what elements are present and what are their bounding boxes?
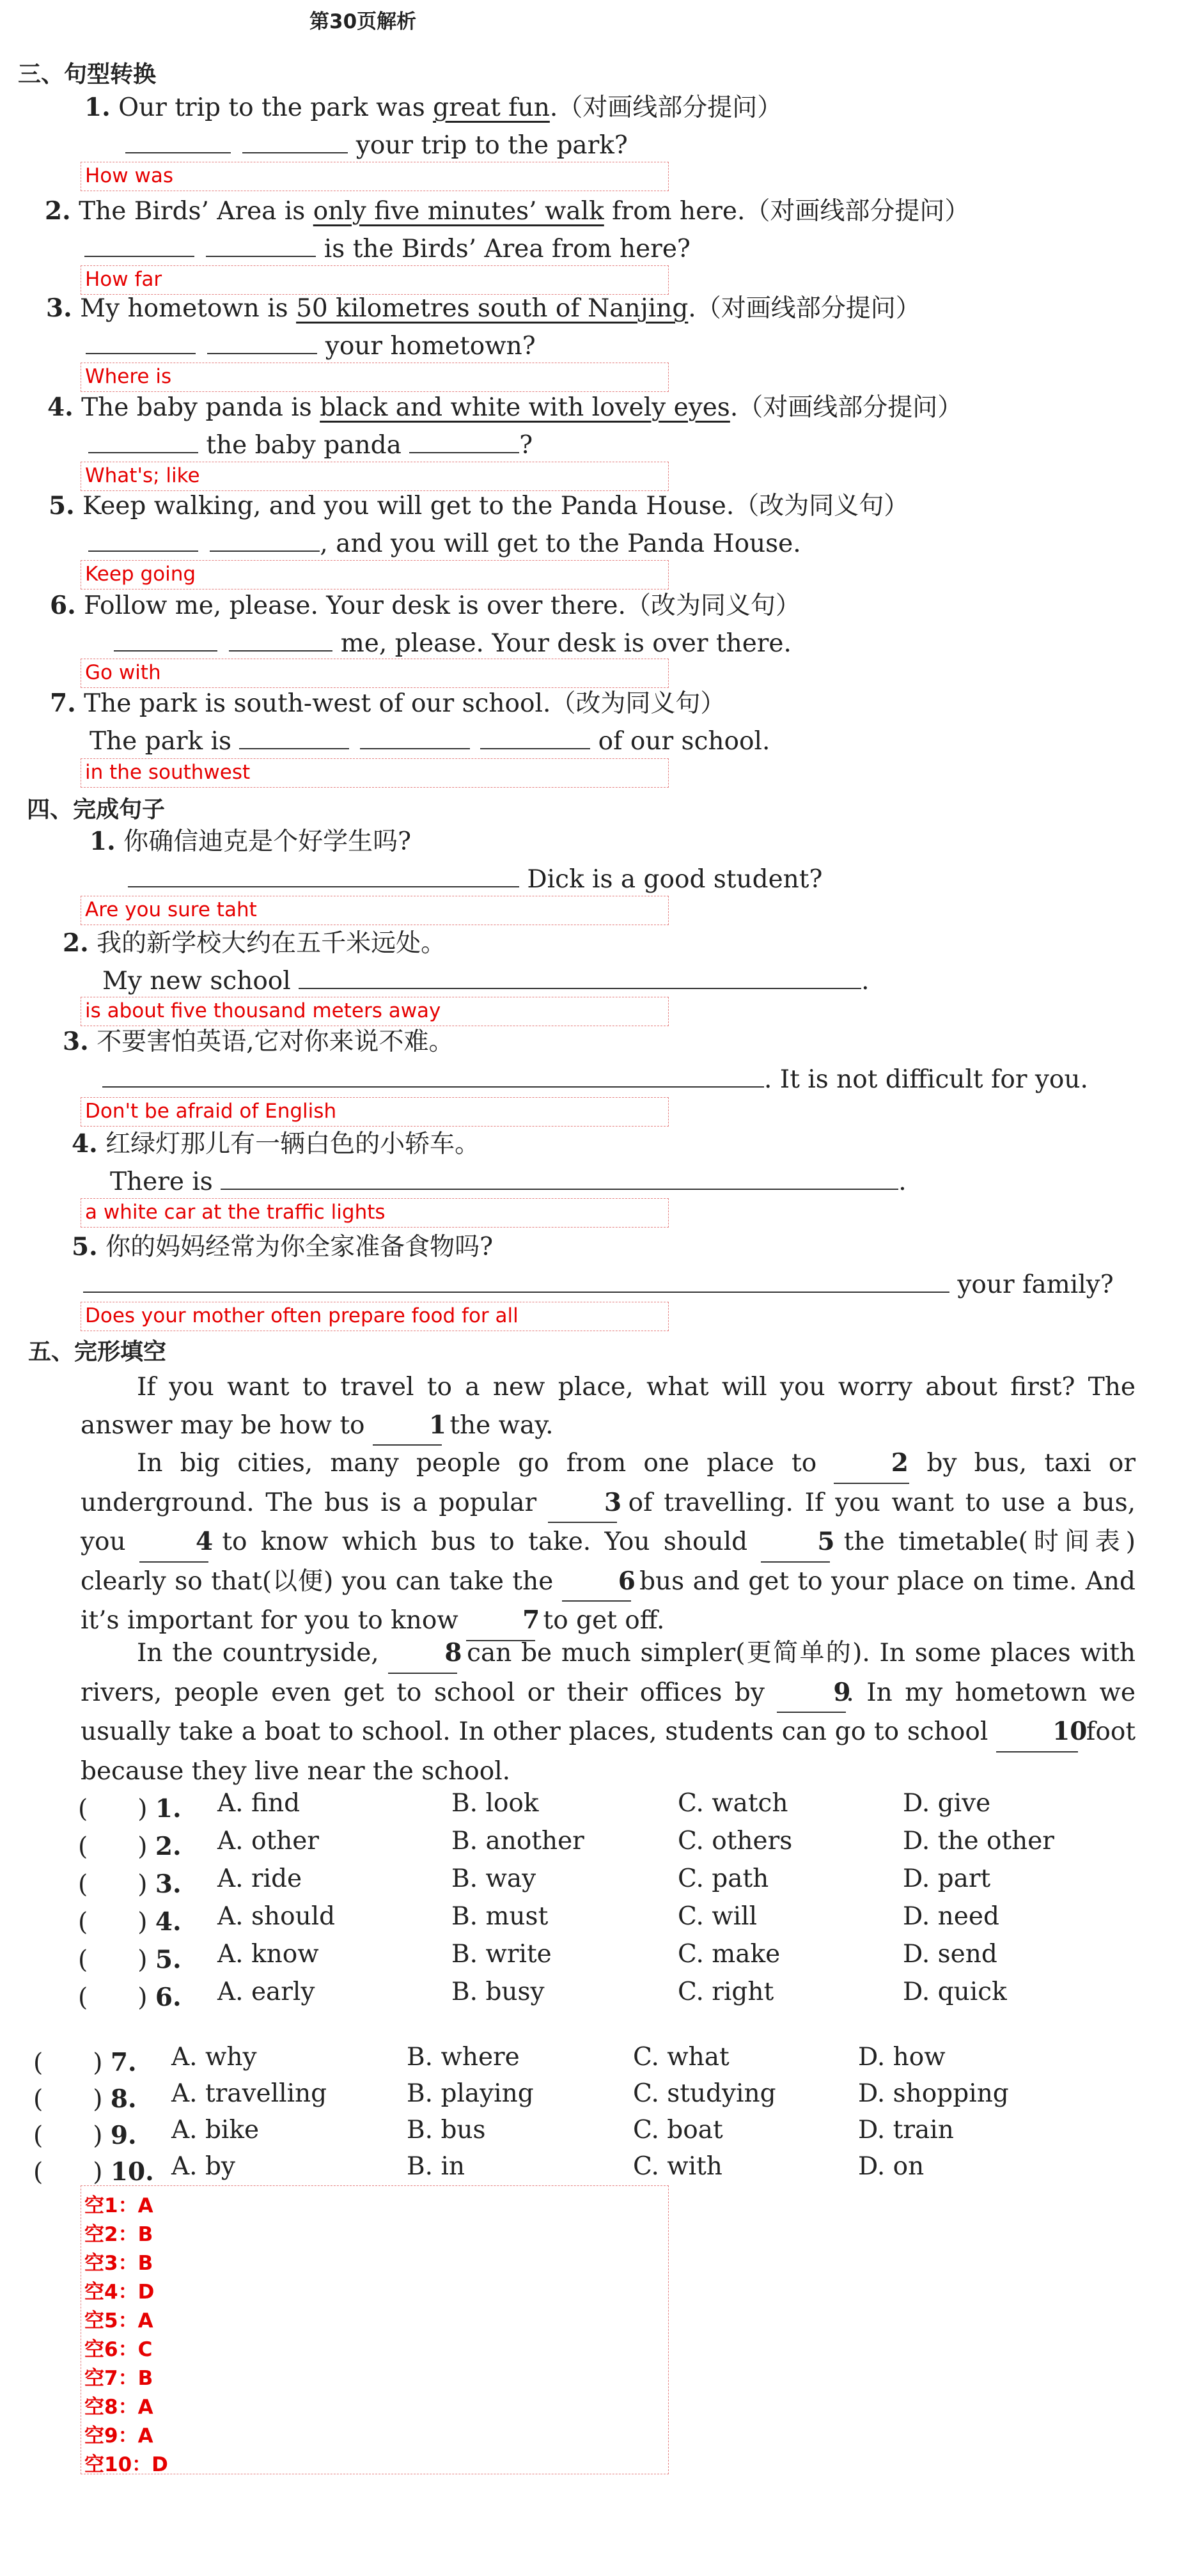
option-2-c: C. others	[678, 1827, 793, 1855]
cloze-paragraph-3: In the countryside, 8 can be much simpler(更简单的). In some places with rivers, people even get to school or their offices by 9. In my hometown we usually take a boat to school. In other places, students can go to school 10 foot because they live near the school.	[81, 1634, 1136, 1790]
blank	[299, 966, 861, 989]
cloze-answer-2: 空2：B	[84, 2223, 153, 2246]
blank	[242, 130, 348, 153]
option-9-a: A. bike	[171, 2116, 260, 2144]
option-5-d: D. send	[903, 1940, 997, 1969]
section3-title: 三、句型转换	[18, 61, 157, 88]
option-row-8: ( ) 8.	[33, 2084, 137, 2114]
answer-box: How was	[81, 162, 669, 191]
option-3-b: B. way	[451, 1864, 536, 1893]
option-7-c: C. what	[633, 2043, 730, 2072]
blank	[88, 529, 198, 552]
option-row-4: ( ) 4.	[78, 1907, 182, 1937]
section5-title: 五、完形填空	[28, 1339, 167, 1365]
answer-box: What's; like	[81, 462, 669, 491]
option-8-c: C. studying	[633, 2079, 776, 2108]
answer-box: Go with	[81, 659, 669, 688]
option-4-d: D. need	[903, 1902, 999, 1931]
s3-q6-line1: 6. Follow me, please. Your desk is over there.（改为同义句）	[50, 591, 800, 620]
s4-q3-cn: 3. 不要害怕英语,它对你来说不难。	[63, 1027, 454, 1056]
option-10-a: A. by	[171, 2152, 235, 2181]
option-9-c: C. boat	[633, 2116, 723, 2144]
s3-q4-line1: 4. The baby panda is black and white with lovely eyes.（对画线部分提问）	[47, 393, 963, 422]
option-1-d: D. give	[903, 1789, 991, 1818]
blank	[206, 234, 316, 257]
option-row-10: ( ) 10.	[33, 2157, 154, 2187]
s3-q1-line2: your trip to the park?	[125, 130, 628, 162]
s3-q7-line1: 7. The park is south-west of our school.（改为同义句）	[50, 689, 726, 718]
blank	[239, 726, 349, 749]
answer-box: How far	[81, 265, 669, 295]
s3-q7-line2: The park is of our school.	[90, 727, 770, 756]
answer-box: is about five thousand meters away	[81, 997, 669, 1026]
s4-q1-cn: 1. 你确信迪克是个好学生吗?	[90, 827, 412, 856]
option-6-b: B. busy	[451, 1978, 545, 2006]
option-8-d: D. shopping	[858, 2079, 1009, 2108]
blank	[207, 331, 317, 354]
option-5-b: B. write	[451, 1940, 552, 1969]
cloze-blank-8: 8	[388, 1634, 457, 1674]
s3-q5-line2: , and you will get to the Panda House.	[88, 528, 801, 560]
option-9-d: D. train	[858, 2116, 954, 2144]
s3-q3-line1: 3. My hometown is 50 kilometres south of Nanjing.（对画线部分提问）	[46, 293, 921, 323]
cloze-paragraph-1: If you want to travel to a new place, what will you worry about first? The answer may be how to 1 the way.	[81, 1368, 1136, 1446]
cloze-answer-9: 空9：A	[84, 2424, 153, 2447]
blank	[221, 1167, 898, 1190]
option-10-b: B. in	[407, 2152, 465, 2181]
blank	[125, 130, 231, 153]
s4-q4-line2: There is .	[110, 1167, 907, 1196]
option-5-c: C. make	[678, 1940, 781, 1969]
answer-box: Don't be afraid of English	[81, 1097, 669, 1127]
option-6-c: C. right	[678, 1978, 774, 2006]
option-3-c: C. path	[678, 1864, 769, 1893]
s4-q5-line2: your family?	[83, 1269, 1114, 1301]
cloze-answer-7: 空7：B	[84, 2367, 153, 2390]
option-5-a: A. know	[217, 1940, 319, 1969]
blank	[409, 430, 519, 453]
option-row-1: ( ) 1.	[78, 1794, 182, 1823]
cloze-blank-3: 3	[548, 1484, 617, 1524]
option-4-a: A. should	[217, 1902, 336, 1931]
s3-q3-line2: your hometown?	[86, 331, 536, 363]
option-10-c: C. with	[633, 2152, 722, 2181]
cloze-answer-8: 空8：A	[84, 2396, 153, 2419]
option-row-9: ( ) 9.	[33, 2121, 137, 2150]
option-row-5: ( ) 5.	[78, 1945, 182, 1974]
option-4-b: B. must	[451, 1902, 549, 1931]
answer-box: Where is	[81, 363, 669, 392]
blank	[210, 529, 320, 552]
cloze-blank-5: 5	[761, 1523, 830, 1563]
answer-box: Keep going	[81, 560, 669, 589]
blank	[83, 1270, 949, 1293]
option-7-d: D. how	[858, 2043, 946, 2072]
blank	[229, 628, 332, 652]
option-1-a: A. find	[217, 1789, 301, 1818]
blank	[86, 331, 196, 354]
option-10-d: D. on	[858, 2152, 925, 2181]
cloze-answer-3: 空3：B	[84, 2252, 153, 2275]
cloze-answer-box	[81, 2185, 669, 2474]
s3-q5-line1: 5. Keep walking, and you will get to the Panda House.（改为同义句）	[49, 491, 909, 520]
cloze-blank-6: 6	[562, 1563, 631, 1602]
blank	[88, 430, 198, 453]
blank	[360, 726, 470, 749]
answer-box: Are you sure taht	[81, 896, 669, 925]
cloze-blank-2: 2	[834, 1444, 909, 1484]
option-1-c: C. watch	[678, 1789, 788, 1818]
s4-q4-cn: 4. 红绿灯那儿有一辆白色的小轿车。	[72, 1129, 480, 1159]
cloze-blank-10: 10	[996, 1713, 1078, 1752]
option-2-b: B. another	[451, 1827, 584, 1855]
option-9-b: B. bus	[407, 2116, 486, 2144]
cloze-answer-10: 空10：D	[84, 2453, 168, 2476]
blank	[84, 234, 194, 257]
cloze-blank-4: 4	[139, 1523, 208, 1563]
cloze-blank-9: 9	[777, 1674, 846, 1713]
option-2-a: A. other	[217, 1827, 319, 1855]
blank	[102, 1065, 764, 1088]
cloze-answer-6: 空6：C	[84, 2338, 153, 2361]
cloze-blank-7: 7	[466, 1602, 535, 1641]
blank	[128, 864, 519, 887]
s3-q4-line2: the baby panda ?	[88, 430, 533, 462]
option-row-6: ( ) 6.	[78, 1983, 182, 2012]
option-8-a: A. travelling	[171, 2079, 327, 2108]
option-3-a: A. ride	[217, 1864, 302, 1893]
s4-q1-line2: Dick is a good student?	[128, 864, 822, 896]
option-1-b: B. look	[451, 1789, 539, 1818]
s4-q5-cn: 5. 你的妈妈经常为你全家准备食物吗?	[72, 1232, 494, 1261]
answer-box: in the southwest	[81, 758, 669, 788]
blank	[480, 726, 590, 749]
option-row-7: ( ) 7.	[33, 2048, 137, 2077]
option-2-d: D. the other	[903, 1827, 1054, 1855]
option-3-d: D. part	[903, 1864, 991, 1893]
s3-q1-line1: 1. Our trip to the park was great fun.（对画线部分提问）	[84, 93, 783, 122]
option-row-3: ( ) 3.	[78, 1870, 182, 1899]
option-6-d: D. quick	[903, 1978, 1007, 2006]
option-6-a: A. early	[217, 1978, 315, 2006]
blank	[114, 628, 217, 652]
cloze-answer-1: 空1：A	[84, 2194, 153, 2217]
answer-box: a white car at the traffic lights	[81, 1198, 669, 1228]
cloze-answer-5: 空5：A	[84, 2309, 153, 2332]
option-4-c: C. will	[678, 1902, 758, 1931]
s3-q6-line2: me, please. Your desk is over there.	[114, 628, 792, 660]
option-8-b: B. playing	[407, 2079, 534, 2108]
cloze-answer-4: 空4：D	[84, 2281, 155, 2304]
page-title: 第30页解析	[309, 10, 417, 33]
s4-q2-line2: My new school .	[102, 967, 870, 995]
s3-q2-line2: is the Birds’ Area from here?	[84, 233, 691, 265]
s3-q2-line1: 2. The Birds’ Area is only five minutes’ walk from here.（对画线部分提问）	[45, 196, 970, 226]
s4-q3-line2: . It is not difficult for you.	[102, 1064, 1088, 1096]
section4-title: 四、完成句子	[27, 797, 166, 823]
cloze-paragraph-2: In big cities, many people go from one place to 2 by bus, taxi or underground. The bus is a popular 3 of travelling. If you want to use a bus, you 4 to know which bus to take. You should 5 the timetable(时间表) clearly so that(以便) you can take the 6 bus and get to your place on time. And it’s important for you to know 7 to get off.	[81, 1444, 1136, 1641]
answer-box: Does your mother often prepare food for all	[81, 1302, 669, 1331]
s4-q2-cn: 2. 我的新学校大约在五千米远处。	[63, 928, 446, 958]
option-row-2: ( ) 2.	[78, 1832, 182, 1861]
option-7-a: A. why	[171, 2043, 257, 2072]
cloze-blank-1: 1	[373, 1407, 442, 1446]
option-7-b: B. where	[407, 2043, 520, 2072]
